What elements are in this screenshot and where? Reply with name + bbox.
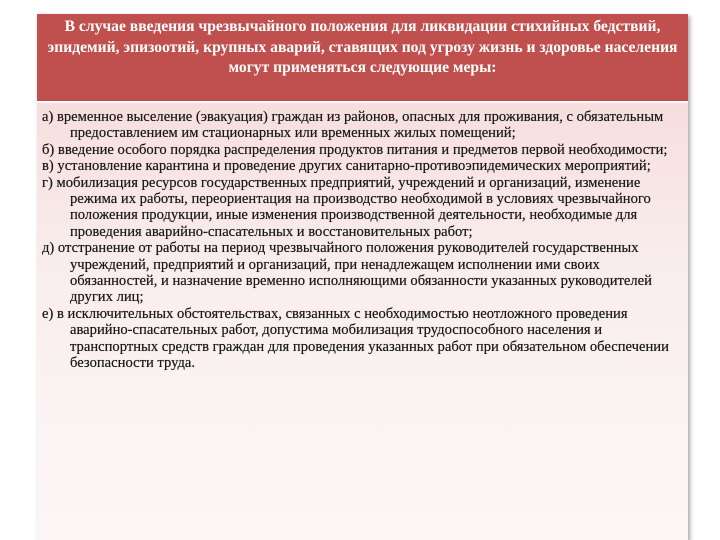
measure-item-e: е) в исключительных обстоятельствах, связанных с необходимостью неотложного проведения аварийно-спасательных работ, допустима мобилизация трудоспособного населения и транспортных средств граждан для проведения указанных работ при обязательном обеспечении безопасности труда. [42,305,669,372]
table-body [37,103,688,540]
measure-item-v: в) установление карантина и проведение других санитарно-противоэпидемических мероприятий; [42,158,651,175]
table-header [37,14,688,103]
measure-item-d: д) отстранение от работы на период чрезвычайного положения руководителей государственных учреждений, предприятий и организаций, при ненадлежащем исполнении ими своих обязанностей, и назначение временно исполняющими обязанности указанных руководителей других лиц; [42,240,652,306]
measures-list [37,103,688,372]
header-title: В случае введения чрезвычайного положения для ликвидации стихийных бедствий, эпидемий, эпизоотий, крупных аварий, ставящих под угрозу жизнь и здоровье населения могут применяться следующие меры: [47,18,678,76]
measure-item-g: г) мобилизация ресурсов государственных предприятий, учреждений и организаций, изменение режима их работы, переориентация на производство необходимой в условиях чрезвычайного положения продукции, иные изменения производственной деятельности, необходимые для проведения аварийно-спасательных и восстановительных работ; [42,174,651,240]
measure-item-a: а) временное выселение (эвакуация) граждан из районов, опасных для проживания, с обязательным предоставлением им стационарных или временных жилых помещений; [42,109,664,142]
measure-item-b: б) введение особого порядка распределения продуктов питания и предметов первой необходимости; [42,141,668,158]
measures-table [37,14,688,540]
